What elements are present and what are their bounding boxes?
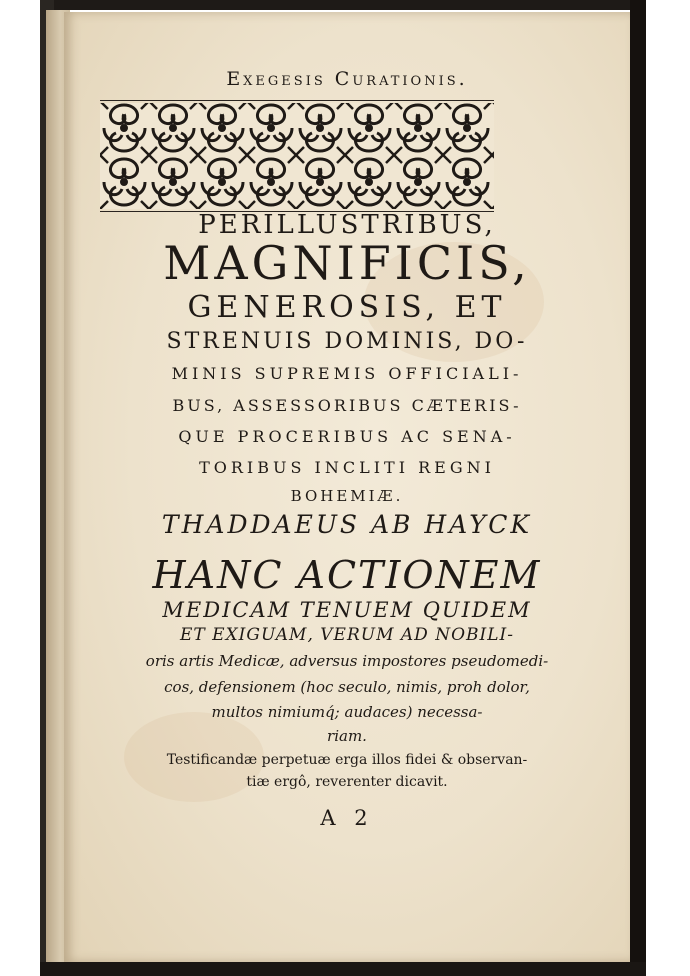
dedication-line-16: multos nimiumq́; audaces) necessa- — [211, 703, 483, 721]
dedication-line-6: BUS, ASSESSORIBUS CÆTERIS- — [172, 396, 522, 415]
dedication-line-5: MINIS SUPREMIS OFFICIALI- — [171, 364, 523, 383]
ornament-pattern — [100, 101, 494, 211]
scan-edge-bottom — [40, 962, 646, 976]
dedication-line-4: STRENUIS DOMINIS, DO- — [166, 329, 528, 354]
dedication-line-8: TORIBUS INCLITI REGNI — [199, 458, 495, 477]
ornament-band — [100, 100, 494, 212]
dedication-line-15: cos, defensionem (hoc seculo, nimis, proh dolor, — [164, 678, 530, 696]
dedication-line-1: PERILLUSTRIBUS, — [198, 210, 496, 240]
dedication-line-14: oris artis Medicæ, adversus impostores pseudomedi- — [145, 652, 549, 670]
dedication-line-18: Testificandæ perpetuæ erga illos fidei & observan- — [166, 752, 528, 768]
dedication-line-19: tiæ ergô, reverenter dicavit. — [246, 774, 448, 790]
dedication-line-3: GENEROSIS, ET — [187, 290, 507, 325]
dedication-line-7: QUE PROCERIBUS AC SENA- — [178, 427, 516, 446]
dedication-line-17: riam. — [327, 727, 367, 745]
running-head: Exegesis Curationis. — [226, 68, 468, 90]
dedication-line-2: MAGNIFICIS, — [163, 236, 531, 290]
dedication-line-12: MEDICAM TENUEM QUIDEM — [162, 598, 532, 622]
author-name: THADDAEUS AB HAYCK — [161, 510, 533, 539]
scan-edge-right — [630, 0, 646, 976]
dedication-line-9: BOHEMIÆ. — [290, 487, 404, 505]
dedication-line-11: HANC ACTIONEM — [152, 553, 542, 597]
scan-edge-top — [40, 0, 646, 10]
signature-mark: A 2 — [320, 806, 374, 830]
dedication-line-13: ET EXIGUAM, VERUM AD NOBILI- — [180, 625, 514, 645]
